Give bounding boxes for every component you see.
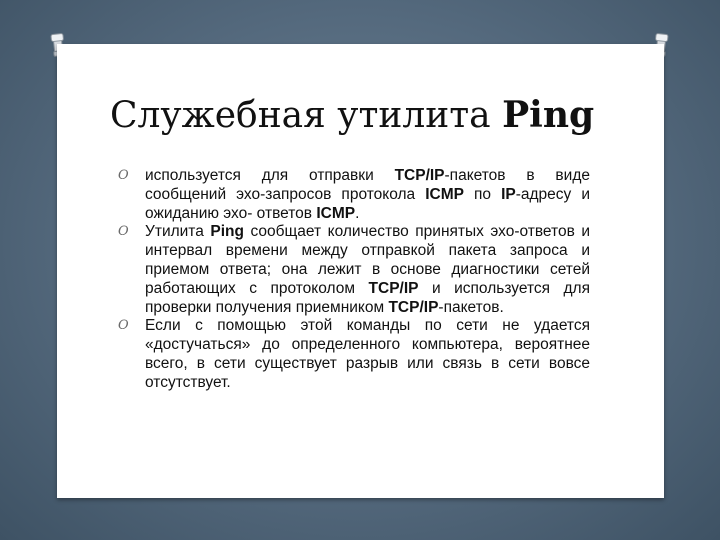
bullet-text: -пакетов. [438, 298, 504, 316]
bullet-text: по [463, 185, 502, 203]
bullet-text-bold: ICMP [425, 185, 464, 203]
bullet-marker-icon: O [118, 168, 129, 183]
bullet-text: и используется для проверки получения приемником [145, 279, 590, 316]
bullet-text: -адресу и ожиданию эхо- ответов [145, 185, 590, 222]
bullet-text-bold: TCP/IP [368, 279, 419, 297]
bullet-marker-icon: O [118, 318, 129, 334]
slide-title-regular: Служебная утилита [110, 95, 491, 136]
bullet-marker-icon: O [118, 224, 129, 240]
bullet-item [118, 167, 590, 223]
bullet-list [118, 167, 590, 393]
bullet-text: . [355, 204, 360, 222]
bullet-text: Утилита [145, 223, 211, 241]
bullet-text-bold: TCP/IP [388, 298, 439, 316]
bullet-text: -пакетов в виде сообщений эхо-запросов протокола [145, 167, 590, 203]
bullet-text: используется для отправки [145, 167, 395, 184]
slide-title-bold: Ping [502, 94, 595, 136]
bullet-text-bold: TCP/IP [394, 167, 445, 184]
bullet-item [118, 223, 590, 317]
bullet-text-bold: ICMP [316, 204, 356, 222]
bullet-text: сообщает количество принятых эхо-ответов и интервал времени между отправкой пакета запроса и приемом ответа; она лежит в основе диагностики сетей работающих с протоколом [145, 223, 590, 297]
slide-title [110, 90, 630, 140]
bullet-text-bold: Ping [210, 223, 244, 241]
bullet-text: Если с помощью этой команды по сети не удается «достучаться» до определенного компьютера, вероятнее всего, в сети существует разрыв или связь в сети вовсе отсутствует. [145, 317, 590, 391]
bullet-text-bold: IP [501, 185, 516, 203]
bullet-item [118, 317, 590, 392]
